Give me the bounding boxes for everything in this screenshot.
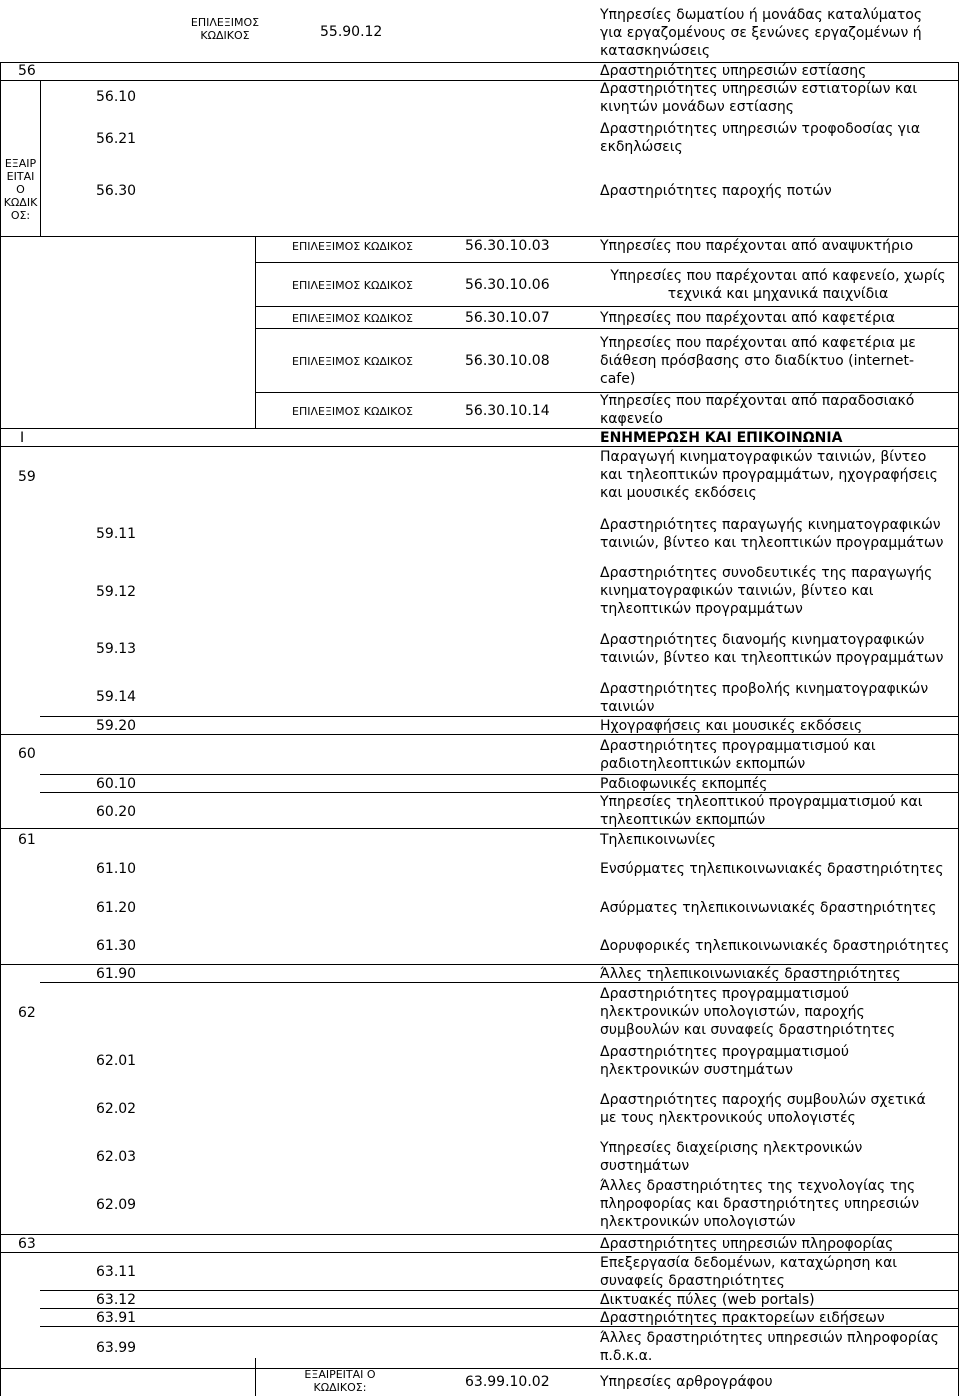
activity-description bbox=[600, 564, 932, 618]
activity-code: 63.11 bbox=[96, 1264, 137, 1280]
row-divider bbox=[0, 1368, 958, 1369]
column-divider bbox=[40, 80, 41, 236]
activity-code: 56.30.10.14 bbox=[465, 403, 550, 419]
desc-line: τηλεοπτικών εκπομπών bbox=[600, 812, 766, 828]
activity-code: 56.21 bbox=[96, 131, 137, 147]
activity-code: 59.11 bbox=[96, 526, 137, 542]
desc-line: ταινιών, βίντεο και τηλεοπτικών προγραμμάτων bbox=[600, 535, 944, 551]
activity-description bbox=[600, 1043, 849, 1079]
subrow-divider bbox=[255, 328, 958, 329]
subrow-divider bbox=[40, 1290, 958, 1291]
desc-line: Άλλες δραστηριότητες υπηρεσιών πληροφορίας bbox=[600, 1330, 939, 1346]
desc-line: συστημάτων bbox=[600, 1158, 690, 1174]
desc-line: ηλεκτρονικών συστημάτων bbox=[600, 1062, 793, 1078]
desc-line: Υπηρεσίες που παρέχονται από καφενείο, χωρίς bbox=[610, 268, 946, 284]
activity-description bbox=[600, 392, 914, 428]
desc-line: Δραστηριότητες υπηρεσιών εστιατορίων και bbox=[600, 81, 918, 97]
activity-description bbox=[600, 737, 876, 773]
activity-code: 56.30 bbox=[96, 183, 137, 199]
activity-code: 63.99 bbox=[96, 1340, 137, 1356]
activity-code: 61.90 bbox=[96, 966, 137, 982]
desc-line: και μουσικές εκδόσεις bbox=[600, 485, 757, 501]
desc-line: Υπηρεσίες που παρέχονται από καφετέρια με bbox=[600, 335, 916, 351]
desc-line: για εργαζομένους σε ξενώνες εργαζομένων ή bbox=[600, 25, 922, 41]
desc-line: cafe) bbox=[600, 371, 636, 387]
activity-description bbox=[600, 6, 922, 60]
activity-description: Υπηρεσίες που παρέχονται από αναψυκτήριο bbox=[600, 238, 914, 254]
activity-description: Ασύρματες τηλεπικοινωνιακές δραστηριότητες bbox=[600, 900, 937, 916]
activity-code: 59 bbox=[18, 469, 36, 485]
activity-code: 59.13 bbox=[96, 641, 137, 657]
activity-code: 59.20 bbox=[96, 718, 137, 734]
activity-code: 60 bbox=[18, 746, 36, 762]
label-line: ΚΩΔΙΚ bbox=[3, 196, 38, 209]
subrow-divider bbox=[40, 774, 958, 775]
label-line: ΕΙΤΑΙ bbox=[6, 170, 35, 183]
desc-line: Άλλες δραστηριότητες της τεχνολογίας της bbox=[600, 1178, 916, 1194]
activity-code: 56.30.10.03 bbox=[465, 238, 550, 254]
activity-description: Δορυφορικές τηλεπικοινωνιακές δραστηριότητες bbox=[600, 938, 950, 954]
activity-description bbox=[600, 80, 917, 116]
section-code: I bbox=[20, 430, 25, 446]
eligible-code-label: ΕΠΙΛΕΞΙΜΟΣ ΚΩΔΙΚΟΣ bbox=[292, 312, 413, 325]
label-line: ΕΠΙΛΕΞΙΜΟΣ bbox=[190, 16, 260, 29]
desc-line: Δραστηριότητες παροχής συμβουλών σχετικά bbox=[600, 1092, 926, 1108]
desc-line: ταινιών bbox=[600, 699, 655, 715]
desc-line: Δραστηριότητες προγραμματισμού bbox=[600, 1044, 849, 1060]
label-line: ΚΩΔΙΚΟΣ: bbox=[313, 1381, 367, 1394]
desc-line: εκδηλώσεις bbox=[600, 139, 683, 155]
activity-code: 56.30.10.08 bbox=[465, 353, 550, 369]
activity-code: 55.90.12 bbox=[320, 24, 383, 40]
activity-code: 62.02 bbox=[96, 1101, 137, 1117]
desc-line: κινηματογραφικών ταινιών, βίντεο και bbox=[600, 583, 874, 599]
activity-description bbox=[600, 631, 943, 667]
activity-description: Τηλεπικοινωνίες bbox=[600, 832, 716, 848]
subrow-divider bbox=[255, 306, 958, 307]
activity-description: Ραδιοφωνικές εκπομπές bbox=[600, 776, 768, 792]
desc-line: Επεξεργασία δεδομένων, καταχώρηση και bbox=[600, 1255, 898, 1271]
activity-description bbox=[600, 267, 956, 303]
desc-line: Δραστηριότητες υπηρεσιών τροφοδοσίας για bbox=[600, 121, 921, 137]
desc-line: ηλεκτρονικών υπολογιστών bbox=[600, 1214, 796, 1230]
label-line: ΕΞΑΙΡ bbox=[4, 157, 37, 170]
activity-code: 56.30.10.06 bbox=[465, 277, 550, 293]
activity-code: 60.10 bbox=[96, 776, 137, 792]
activity-code: 59.12 bbox=[96, 584, 137, 600]
activity-description bbox=[600, 793, 922, 829]
activity-description: Δικτυακές πύλες (web portals) bbox=[600, 1292, 815, 1308]
desc-line: ταινιών, βίντεο και τηλεοπτικών προγραμμάτων bbox=[600, 650, 944, 666]
activity-description bbox=[600, 516, 943, 552]
label-line: ΚΩΔΙΚΟΣ bbox=[200, 29, 250, 42]
activity-description bbox=[600, 1139, 862, 1175]
activity-description bbox=[600, 448, 938, 502]
eligible-code-label: ΕΠΙΛΕΞΙΜΟΣ ΚΩΔΙΚΟΣ bbox=[292, 240, 413, 253]
desc-line: με τους ηλεκτρονικούς υπολογιστές bbox=[600, 1110, 856, 1126]
section-title: ΕΝΗΜΕΡΩΣΗ ΚΑΙ ΕΠΙΚΟΙΝΩΝΙΑ bbox=[600, 430, 843, 446]
desc-line: τεχνικά και μηχανικά παιχνίδια bbox=[667, 286, 889, 302]
column-divider bbox=[255, 236, 256, 428]
activity-code: 61.30 bbox=[96, 938, 137, 954]
activity-description bbox=[600, 985, 895, 1039]
desc-line: κινητών μονάδων εστίασης bbox=[600, 99, 794, 115]
desc-line: π.δ.κ.α. bbox=[600, 1348, 653, 1364]
table-border-left bbox=[0, 62, 1, 1396]
desc-line: ραδιοτηλεοπτικών εκπομπών bbox=[600, 756, 806, 772]
activity-description bbox=[600, 120, 920, 156]
eligible-code-label: ΕΠΙΛΕΞΙΜΟΣ ΚΩΔΙΚΟΣ bbox=[292, 279, 413, 292]
desc-line: Υπηρεσίες διαχείρισης ηλεκτρονικών bbox=[600, 1140, 863, 1156]
activity-description bbox=[600, 1177, 919, 1231]
desc-line: Δραστηριότητες προβολής κινηματογραφικών bbox=[600, 681, 929, 697]
activity-code: 61.20 bbox=[96, 900, 137, 916]
activity-description: Υπηρεσίες που παρέχονται από καφετέρια bbox=[600, 310, 895, 326]
desc-line: διάθεση πρόσβασης στο διαδίκτυο (internet- bbox=[600, 353, 915, 369]
desc-line: κατασκηνώσεις bbox=[600, 43, 711, 59]
column-divider bbox=[255, 1358, 256, 1396]
eligible-code-label bbox=[185, 16, 265, 42]
activity-description bbox=[600, 680, 928, 716]
activity-code: 60.20 bbox=[96, 804, 137, 820]
activity-code: 63.91 bbox=[96, 1310, 137, 1326]
desc-line: Υπηρεσίες που παρέχονται από παραδοσιακό bbox=[600, 393, 915, 409]
desc-line: Υπηρεσίες τηλεοπτικού προγραμματισμού και bbox=[600, 794, 923, 810]
desc-line: πληροφορίας και δραστηριότητες υπηρεσιών bbox=[600, 1196, 920, 1212]
desc-line: και τηλεοπτικών προγραμμάτων, ηχογραφήσεις bbox=[600, 467, 938, 483]
activity-description: Δραστηριότητες πρακτορείων ειδήσεων bbox=[600, 1310, 885, 1326]
subrow-divider bbox=[255, 262, 958, 263]
activity-code: 61 bbox=[18, 832, 36, 848]
activity-code: 56 bbox=[18, 63, 36, 79]
activity-description: Ενσύρματες τηλεπικοινωνιακές δραστηριότητες bbox=[600, 861, 944, 877]
activity-code: 63.99.10.02 bbox=[465, 1374, 550, 1390]
desc-line: Δραστηριότητες προγραμματισμού και bbox=[600, 738, 876, 754]
activity-code: 56.30.10.07 bbox=[465, 310, 550, 326]
desc-line: ηλεκτρονικών υπολογιστών, παροχής bbox=[600, 1004, 865, 1020]
desc-line: τηλεοπτικών προγραμμάτων bbox=[600, 601, 803, 617]
desc-line: Δραστηριότητες συνοδευτικές της παραγωγής bbox=[600, 565, 933, 581]
desc-line: συναφείς δραστηριότητες bbox=[600, 1273, 785, 1289]
activity-code: 59.14 bbox=[96, 689, 137, 705]
activity-description bbox=[600, 1329, 939, 1365]
activity-code: 62.09 bbox=[96, 1197, 137, 1213]
activity-code: 62.03 bbox=[96, 1149, 137, 1165]
label-line: Ο bbox=[16, 183, 25, 196]
activity-description: Δραστηριότητες παροχής ποτών bbox=[600, 183, 832, 199]
desc-line: Παραγωγή κινηματογραφικών ταινιών, βίντεο bbox=[600, 449, 927, 465]
activity-code: 62.01 bbox=[96, 1053, 137, 1069]
activity-description bbox=[600, 1254, 897, 1290]
desc-line: συμβουλών και συναφείς δραστηριότητες bbox=[600, 1022, 896, 1038]
label-line: ΟΣ: bbox=[10, 209, 31, 222]
activity-description bbox=[600, 1091, 926, 1127]
desc-line: καφενείο bbox=[600, 411, 663, 427]
activity-code: 63.12 bbox=[96, 1292, 137, 1308]
activity-code: 62 bbox=[18, 1005, 36, 1021]
eligible-code-label: ΕΠΙΛΕΞΙΜΟΣ ΚΩΔΙΚΟΣ bbox=[292, 355, 413, 368]
eligible-code-label: ΕΠΙΛΕΞΙΜΟΣ ΚΩΔΙΚΟΣ bbox=[292, 405, 413, 418]
activity-description: Δραστηριότητες υπηρεσιών εστίασης bbox=[600, 63, 867, 79]
desc-line: Δραστηριότητες προγραμματισμού bbox=[600, 986, 849, 1002]
activity-code: 61.10 bbox=[96, 861, 137, 877]
excluded-code-label bbox=[300, 1368, 380, 1394]
desc-line: Δραστηριότητες παραγωγής κινηματογραφικών bbox=[600, 517, 941, 533]
desc-line: Υπηρεσίες δωματίου ή μονάδας καταλύματος bbox=[600, 7, 923, 23]
activity-description: Υπηρεσίες αρθρογράφου bbox=[600, 1374, 773, 1390]
activity-code: 56.10 bbox=[96, 89, 137, 105]
label-line: ΕΞΑΙΡΕΙΤΑΙ Ο bbox=[304, 1368, 376, 1381]
activity-description bbox=[600, 334, 916, 388]
activity-description: Δραστηριότητες υπηρεσιών πληροφορίας bbox=[600, 1236, 894, 1252]
activity-code: 63 bbox=[18, 1236, 36, 1252]
table-border-right bbox=[958, 62, 959, 1396]
activity-description: Άλλες τηλεπικοινωνιακές δραστηριότητες bbox=[600, 966, 901, 982]
activity-description: Ηχογραφήσεις και μουσικές εκδόσεις bbox=[600, 718, 863, 734]
excluded-code-label bbox=[2, 157, 39, 222]
desc-line: Δραστηριότητες διανομής κινηματογραφικών bbox=[600, 632, 925, 648]
